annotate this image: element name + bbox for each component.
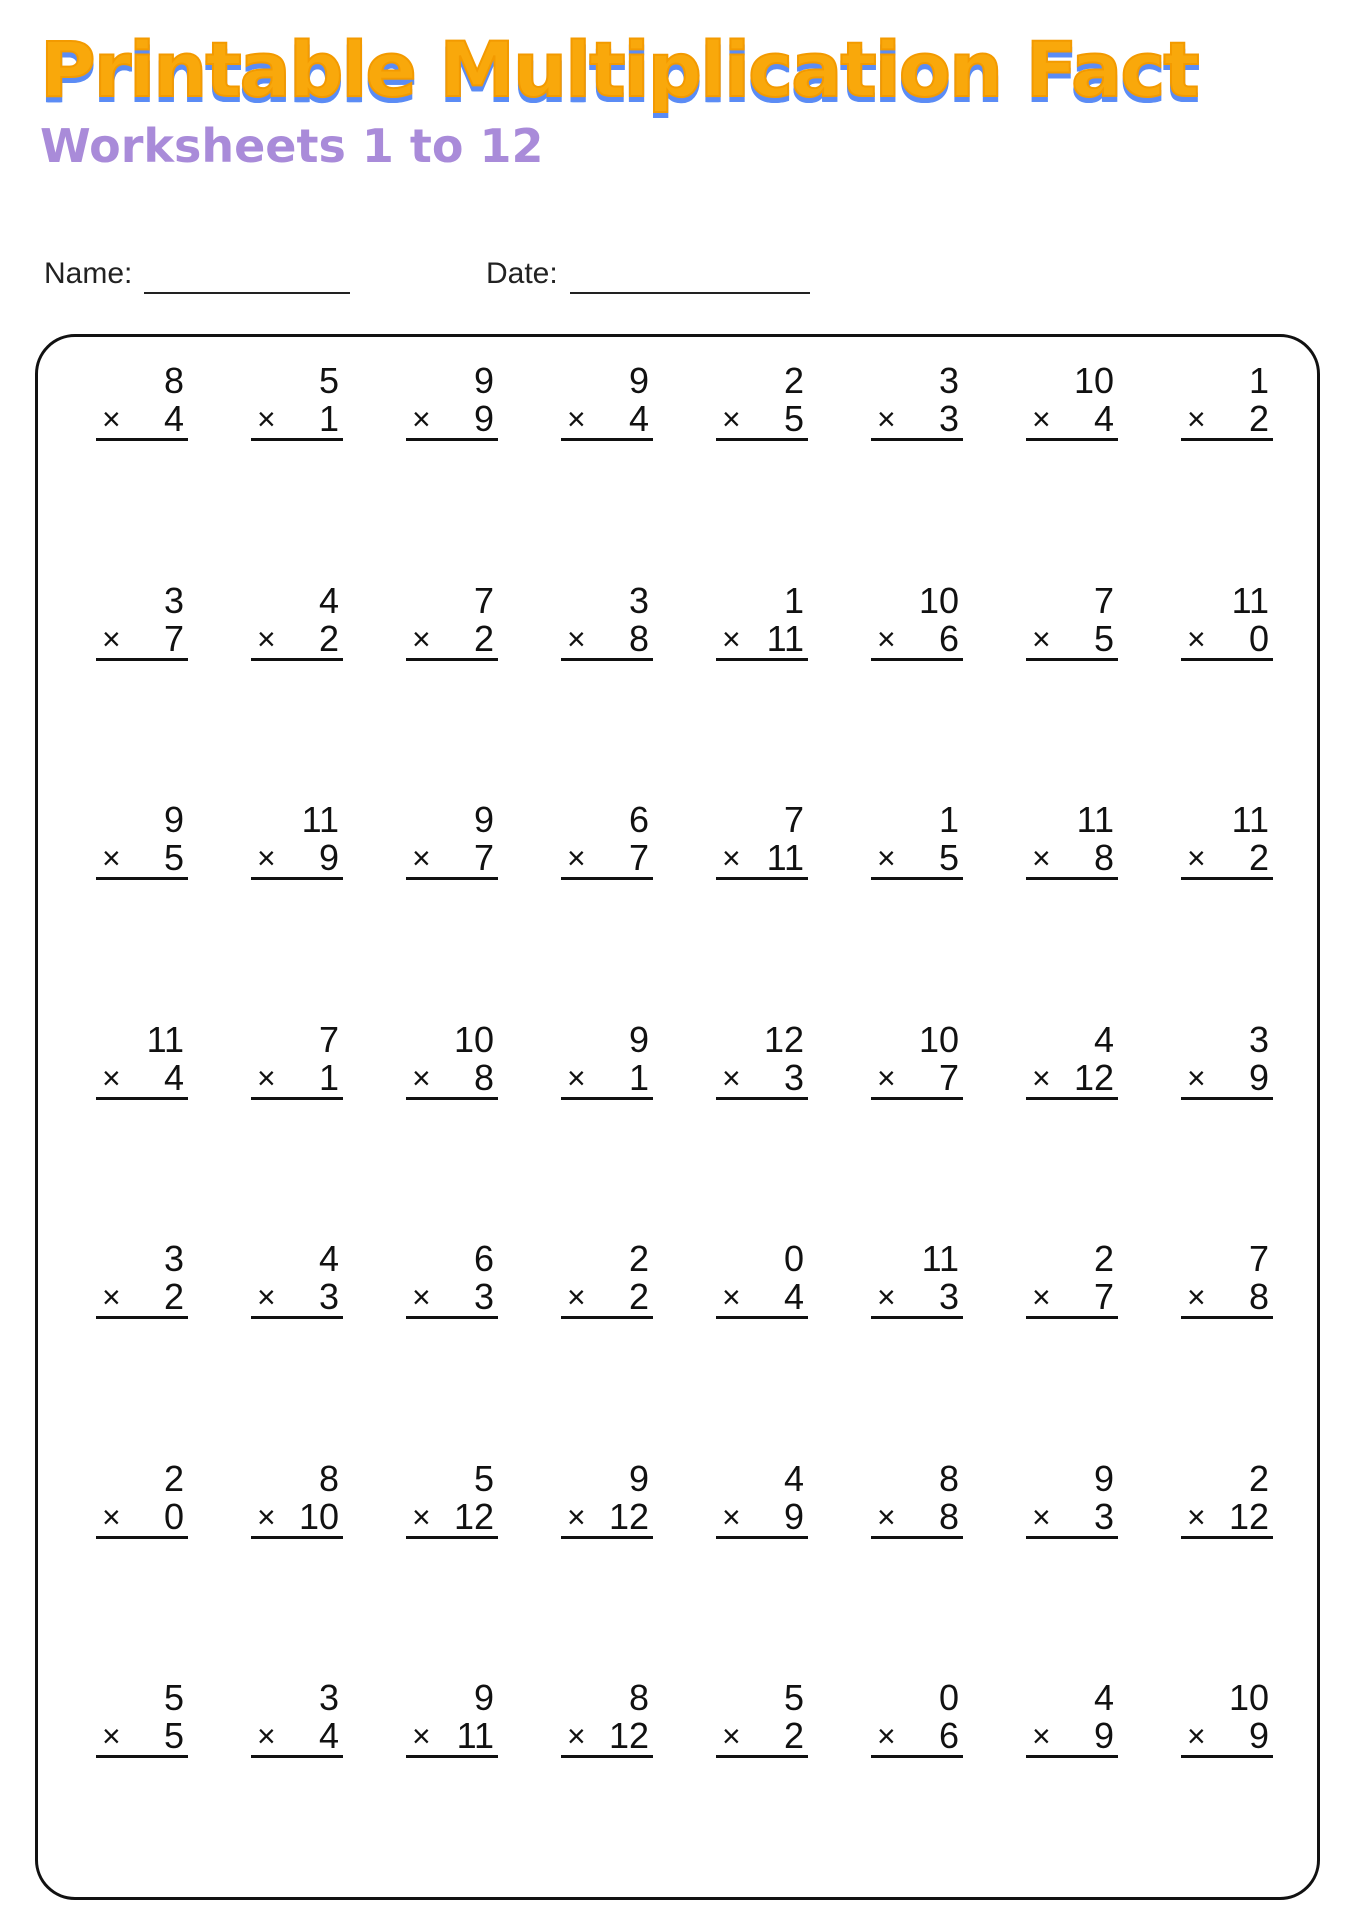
multiplier-row [871,1717,963,1758]
multiplier: 6 [938,617,959,659]
times-sign: × [412,401,431,437]
multiplier: 5 [938,837,959,878]
multiplier-row [96,1717,188,1758]
multiplicand: 9 [473,360,494,401]
problem-item [1026,801,1118,1021]
times-sign: × [722,1059,741,1096]
multiplier-row [251,839,343,880]
times-sign: × [257,401,276,437]
multiplier: 9 [1248,1715,1269,1756]
multiplier: 8 [473,1056,494,1098]
multiplicand: 7 [1248,1238,1269,1279]
problem-item [871,1018,963,1241]
times-sign: × [1187,1498,1206,1535]
multiplier: 3 [938,398,959,439]
multiplicand: 4 [1093,1677,1114,1718]
problem-item [1026,1018,1118,1241]
multiplier-row [1026,617,1118,661]
problem-item [406,801,498,1021]
multiplier: 7 [628,837,649,878]
times-sign: × [722,1498,741,1535]
multiplier-row [406,400,498,441]
multiplicand: 3 [318,1677,339,1718]
problem-item [871,362,963,582]
multiplier-row [96,1056,188,1100]
date-blank-line[interactable] [570,260,810,294]
multiplier: 4 [1093,398,1114,439]
problem-item [96,801,188,1021]
times-sign: × [1187,1718,1206,1754]
multiplier: 3 [473,1276,494,1317]
problem-item [1181,1679,1273,1899]
problem-item [251,579,343,802]
multiplicand: 0 [783,1238,804,1279]
times-sign: × [567,1059,586,1096]
times-sign: × [412,1279,431,1315]
multiplier: 2 [1248,837,1269,878]
multiplier-row [561,617,653,661]
multiplier-row [1181,617,1273,661]
multiplier: 0 [1248,617,1269,659]
problem-item [251,1679,343,1899]
problem-item [251,1457,343,1680]
multiplier-row [406,1278,498,1319]
problem-item [716,1018,808,1241]
multiplier: 2 [318,617,339,659]
multiplier: 10 [298,1495,339,1537]
times-sign: × [877,1498,896,1535]
times-sign: × [257,840,276,876]
multiplier-row [1026,1278,1118,1319]
multiplicand: 11 [1231,579,1269,621]
times-sign: × [877,401,896,437]
multiplicand: 10 [918,1018,959,1060]
problem-item [716,801,808,1021]
times-sign: × [1187,401,1206,437]
multiplicand: 8 [628,1677,649,1718]
multiplicand: 4 [318,1238,339,1279]
multiplicand: 0 [938,1677,959,1718]
times-sign: × [877,1718,896,1754]
times-sign: × [102,1498,121,1535]
multiplicand: 3 [938,360,959,401]
times-sign: × [102,1279,121,1315]
multiplier: 9 [318,837,339,878]
multiplier-row [1026,839,1118,880]
multiplier: 4 [783,1276,804,1317]
multiplicand: 10 [1073,360,1114,401]
multiplicand: 2 [783,360,804,401]
multiplier: 4 [163,398,184,439]
multiplicand: 7 [783,799,804,840]
problem-item [251,801,343,1021]
times-sign: × [722,840,741,876]
multiplier-row [406,617,498,661]
problem-item [1181,1457,1273,1680]
problem-item [1026,579,1118,802]
times-sign: × [1032,401,1051,437]
multiplier: 4 [163,1056,184,1098]
multiplier-row [406,839,498,880]
times-sign: × [102,840,121,876]
multiplier-row [406,1717,498,1758]
multiplicand: 11 [1231,799,1269,840]
problem-item [871,579,963,802]
multiplicand: 1 [938,799,959,840]
multiplicand: 4 [1093,1018,1114,1060]
multiplier-row [561,1495,653,1539]
multiplicand: 2 [628,1238,649,1279]
multiplier: 12 [608,1495,649,1537]
multiplicand: 5 [163,1677,184,1718]
page-subtitle: Worksheets 1 to 12 [40,119,544,173]
times-sign: × [567,401,586,437]
multiplicand: 7 [473,579,494,621]
multiplier: 7 [163,617,184,659]
problem-item [871,1457,963,1680]
problem-item [716,579,808,802]
multiplier-row [716,839,808,880]
times-sign: × [1032,1718,1051,1754]
multiplier: 11 [766,617,804,659]
times-sign: × [257,1059,276,1096]
multiplier-row [1026,1056,1118,1100]
multiplier: 9 [1248,1056,1269,1098]
multiplicand: 11 [301,799,339,840]
multiplier-row [561,1278,653,1319]
multiplier: 3 [318,1276,339,1317]
multiplicand: 9 [473,1677,494,1718]
multiplier-row [716,1056,808,1100]
times-sign: × [722,1718,741,1754]
times-sign: × [877,620,896,657]
multiplier-row [251,1056,343,1100]
multiplier-row [96,1495,188,1539]
multiplier-row [251,617,343,661]
multiplier: 12 [608,1715,649,1756]
multiplier-row [871,839,963,880]
name-field [44,254,350,294]
multiplier-row [871,400,963,441]
times-sign: × [1032,840,1051,876]
times-sign: × [412,620,431,657]
problem-item [406,1018,498,1241]
multiplier: 11 [456,1715,494,1756]
multiplier: 5 [163,1715,184,1756]
multiplier-row [716,400,808,441]
problem-item [96,1679,188,1899]
multiplicand: 8 [163,360,184,401]
multiplicand: 10 [453,1018,494,1060]
times-sign: × [1187,840,1206,876]
times-sign: × [877,840,896,876]
problem-item [406,1240,498,1460]
multiplicand: 1 [783,579,804,621]
multiplier-row [716,1717,808,1758]
times-sign: × [1187,1279,1206,1315]
multiplier: 5 [783,398,804,439]
multiplicand: 5 [783,1677,804,1718]
multiplier-row [1026,1495,1118,1539]
multiplier: 2 [783,1715,804,1756]
times-sign: × [1032,1498,1051,1535]
multiplicand: 8 [318,1457,339,1499]
multiplier-row [251,1495,343,1539]
problem-item [561,1240,653,1460]
times-sign: × [257,1718,276,1754]
times-sign: × [877,1279,896,1315]
multiplicand: 9 [163,799,184,840]
problem-item [96,579,188,802]
multiplier: 7 [1093,1276,1114,1317]
problem-item [1181,1240,1273,1460]
times-sign: × [567,1498,586,1535]
name-blank-line[interactable] [144,260,350,294]
multiplicand: 6 [473,1238,494,1279]
multiplier-row [871,1056,963,1100]
multiplier-row [96,1278,188,1319]
multiplier-row [1181,1278,1273,1319]
problem-item [1181,579,1273,802]
multiplicand: 7 [1093,579,1114,621]
times-sign: × [877,1059,896,1096]
multiplicand: 9 [628,360,649,401]
problem-item [561,579,653,802]
multiplicand: 3 [163,579,184,621]
multiplicand: 11 [1076,799,1114,840]
problem-item [406,362,498,582]
problem-item [1026,1457,1118,1680]
multiplier-row [716,617,808,661]
multiplicand: 1 [1248,360,1269,401]
multiplier: 3 [783,1056,804,1098]
multiplicand: 12 [763,1018,804,1060]
multiplier: 4 [628,398,649,439]
times-sign: × [412,1059,431,1096]
multiplier: 1 [628,1056,649,1098]
multiplier: 3 [938,1276,959,1317]
multiplier: 12 [1073,1056,1114,1098]
multiplier: 4 [318,1715,339,1756]
multiplier-row [561,400,653,441]
times-sign: × [722,401,741,437]
problem-item [716,1457,808,1680]
multiplicand: 9 [628,1018,649,1060]
multiplier-row [1026,400,1118,441]
multiplier-row [561,1717,653,1758]
problem-item [716,362,808,582]
multiplier-row [716,1278,808,1319]
times-sign: × [567,840,586,876]
multiplier: 7 [938,1056,959,1098]
multiplier-row [251,400,343,441]
multiplicand: 9 [628,1457,649,1499]
multiplier-row [871,1495,963,1539]
problem-item [1181,1018,1273,1241]
problem-item [1026,1679,1118,1899]
multiplier: 9 [1093,1715,1114,1756]
multiplier-row [96,400,188,441]
multiplier-row [871,617,963,661]
times-sign: × [1032,1059,1051,1096]
times-sign: × [722,620,741,657]
multiplier: 3 [1093,1495,1114,1537]
multiplier-row [716,1495,808,1539]
multiplicand: 10 [918,579,959,621]
multiplier-row [1181,839,1273,880]
times-sign: × [567,620,586,657]
multiplier-row [1181,400,1273,441]
problem-item [406,579,498,802]
multiplier: 6 [938,1715,959,1756]
times-sign: × [102,401,121,437]
problem-item [251,1240,343,1460]
problem-item [406,1457,498,1680]
problem-item [1026,1240,1118,1460]
multiplier: 2 [628,1276,649,1317]
problem-item [871,1679,963,1899]
multiplier-row [561,839,653,880]
problem-item [561,1457,653,1680]
problem-item [96,1240,188,1460]
multiplicand: 6 [628,799,649,840]
multiplier: 8 [938,1495,959,1537]
problem-item [716,1240,808,1460]
multiplicand: 2 [1248,1457,1269,1499]
page-title: Printable Multiplication Fact [40,25,1198,114]
multiplier-row [406,1056,498,1100]
multiplicand: 9 [1093,1457,1114,1499]
name-label: Name: [44,257,133,290]
multiplier-row [1026,1717,1118,1758]
multiplier: 9 [473,398,494,439]
problem-item [561,1679,653,1899]
problem-item [96,1018,188,1241]
times-sign: × [1187,1059,1206,1096]
multiplier: 12 [1228,1495,1269,1537]
problem-item [1181,362,1273,582]
date-field [486,254,810,294]
times-sign: × [567,1718,586,1754]
times-sign: × [1032,620,1051,657]
multiplier-row [1181,1495,1273,1539]
multiplicand: 3 [628,579,649,621]
student-info [44,254,944,294]
multiplier: 2 [473,617,494,659]
multiplicand: 3 [1248,1018,1269,1060]
multiplier-row [251,1278,343,1319]
times-sign: × [257,1498,276,1535]
multiplicand: 9 [473,799,494,840]
multiplier-row [406,1495,498,1539]
multiplier: 8 [1093,837,1114,878]
times-sign: × [1187,620,1206,657]
multiplicand: 7 [318,1018,339,1060]
multiplicand: 3 [163,1238,184,1279]
problem-item [251,1018,343,1241]
times-sign: × [102,1718,121,1754]
multiplier: 1 [318,1056,339,1098]
times-sign: × [412,840,431,876]
multiplier-row [871,1278,963,1319]
multiplier: 8 [628,617,649,659]
multiplicand: 5 [318,360,339,401]
multiplicand: 8 [938,1457,959,1499]
multiplier: 0 [163,1495,184,1537]
problem-item [871,801,963,1021]
problem-item [406,1679,498,1899]
multiplier-row [1181,1056,1273,1100]
problems-grid [62,360,1269,1899]
multiplier-row [561,1056,653,1100]
times-sign: × [722,1279,741,1315]
problem-item [96,362,188,582]
multiplicand: 11 [921,1238,959,1279]
problem-item [871,1240,963,1460]
times-sign: × [102,620,121,657]
multiplicand: 4 [783,1457,804,1499]
multiplicand: 2 [1093,1238,1114,1279]
multiplicand: 5 [473,1457,494,1499]
multiplicand: 11 [146,1018,184,1060]
times-sign: × [1032,1279,1051,1315]
multiplier-row [1181,1717,1273,1758]
problem-item [716,1679,808,1899]
times-sign: × [257,620,276,657]
multiplicand: 2 [163,1457,184,1499]
times-sign: × [412,1498,431,1535]
multiplier: 9 [783,1495,804,1537]
multiplier-row [96,839,188,880]
problem-item [96,1457,188,1680]
multiplier: 5 [163,837,184,878]
multiplier: 5 [1093,617,1114,659]
multiplicand: 10 [1228,1677,1269,1718]
worksheet-header [40,26,1198,174]
multiplier: 7 [473,837,494,878]
times-sign: × [257,1279,276,1315]
times-sign: × [567,1279,586,1315]
multiplier: 12 [453,1495,494,1537]
multiplier: 11 [766,837,804,878]
multiplier: 2 [1248,398,1269,439]
times-sign: × [102,1059,121,1096]
problem-item [1026,362,1118,582]
multiplier: 1 [318,398,339,439]
multiplier: 8 [1248,1276,1269,1317]
problem-item [561,1018,653,1241]
multiplier: 2 [163,1276,184,1317]
problem-item [561,362,653,582]
multiplier-row [251,1717,343,1758]
problem-item [1181,801,1273,1021]
date-label: Date: [486,257,558,290]
times-sign: × [412,1718,431,1754]
problem-item [561,801,653,1021]
problem-item [251,362,343,582]
multiplier-row [96,617,188,661]
multiplicand: 4 [318,579,339,621]
